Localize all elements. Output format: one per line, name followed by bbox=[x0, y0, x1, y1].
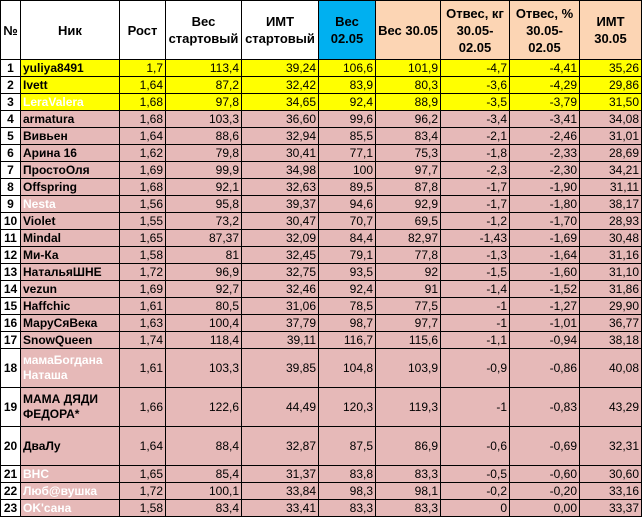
loss-kg-cell: -1,8 bbox=[441, 145, 510, 162]
weight-0205-cell: 104,8 bbox=[319, 349, 376, 388]
weight-0205-cell: 79,1 bbox=[319, 247, 376, 264]
header-loss-pct: Отвес, % 30.05-02.05 bbox=[510, 1, 580, 60]
bmi-3005-cell: 30,48 bbox=[580, 230, 642, 247]
start-bmi-cell: 39,37 bbox=[242, 196, 319, 213]
bmi-3005-cell: 35,26 bbox=[580, 60, 642, 77]
weight-0205-cell: 89,5 bbox=[319, 179, 376, 196]
header-start-bmi: ИМТ стартовый bbox=[242, 1, 319, 60]
loss-kg-cell: -1,2 bbox=[441, 213, 510, 230]
bmi-3005-cell: 34,08 bbox=[580, 111, 642, 128]
loss-pct-cell: -1,27 bbox=[510, 298, 580, 315]
loss-kg-cell: -0,5 bbox=[441, 466, 510, 483]
start-weight-cell: 100,4 bbox=[166, 315, 242, 332]
nick-cell: Mindal bbox=[21, 230, 120, 247]
start-weight-cell: 87,37 bbox=[166, 230, 242, 247]
loss-pct-cell: -0,20 bbox=[510, 483, 580, 500]
start-bmi-cell: 39,11 bbox=[242, 332, 319, 349]
weight-3005-cell: 75,3 bbox=[376, 145, 441, 162]
row-number-cell: 3 bbox=[1, 94, 21, 111]
row-number-cell: 10 bbox=[1, 213, 21, 230]
start-weight-cell: 95,8 bbox=[166, 196, 242, 213]
weight-3005-cell: 96,2 bbox=[376, 111, 441, 128]
loss-kg-cell: -3,6 bbox=[441, 77, 510, 94]
height-cell: 1,64 bbox=[120, 77, 166, 94]
start-bmi-cell: 32,94 bbox=[242, 128, 319, 145]
height-cell: 1,68 bbox=[120, 111, 166, 128]
loss-kg-cell: -4,7 bbox=[441, 60, 510, 77]
loss-kg-cell: -1 bbox=[441, 315, 510, 332]
start-weight-cell: 79,8 bbox=[166, 145, 242, 162]
start-weight-cell: 73,2 bbox=[166, 213, 242, 230]
bmi-3005-cell: 34,21 bbox=[580, 162, 642, 179]
start-bmi-cell: 32,63 bbox=[242, 179, 319, 196]
weight-0205-cell: 83,8 bbox=[319, 466, 376, 483]
bmi-3005-cell: 43,29 bbox=[580, 388, 642, 427]
loss-pct-cell: -1,52 bbox=[510, 281, 580, 298]
table-row bbox=[1, 466, 642, 483]
start-bmi-cell: 30,41 bbox=[242, 145, 319, 162]
bmi-3005-cell: 30,60 bbox=[580, 466, 642, 483]
row-number-cell: 20 bbox=[1, 427, 21, 466]
table-row bbox=[1, 111, 642, 128]
loss-pct-cell: 0,00 bbox=[510, 500, 580, 517]
loss-kg-cell: -1,5 bbox=[441, 264, 510, 281]
height-cell: 1,61 bbox=[120, 298, 166, 315]
nick-cell: ВНС bbox=[21, 466, 120, 483]
weight-0205-cell: 98,7 bbox=[319, 315, 376, 332]
weight-3005-cell: 86,9 bbox=[376, 427, 441, 466]
row-number-cell: 5 bbox=[1, 128, 21, 145]
loss-kg-cell: -1 bbox=[441, 298, 510, 315]
start-weight-cell: 92,7 bbox=[166, 281, 242, 298]
row-number-cell: 22 bbox=[1, 483, 21, 500]
weight-3005-cell: 87,8 bbox=[376, 179, 441, 196]
row-number-cell: 13 bbox=[1, 264, 21, 281]
loss-pct-cell: -1,90 bbox=[510, 179, 580, 196]
loss-pct-cell: -2,46 bbox=[510, 128, 580, 145]
loss-pct-cell: -1,64 bbox=[510, 247, 580, 264]
weight-3005-cell: 101,9 bbox=[376, 60, 441, 77]
header-loss-kg: Отвес, кг 30.05-02.05 bbox=[441, 1, 510, 60]
loss-pct-cell: -0,94 bbox=[510, 332, 580, 349]
height-cell: 1,64 bbox=[120, 128, 166, 145]
weight-3005-cell: 69,5 bbox=[376, 213, 441, 230]
start-bmi-cell: 36,60 bbox=[242, 111, 319, 128]
height-cell: 1,61 bbox=[120, 349, 166, 388]
row-number-cell: 17 bbox=[1, 332, 21, 349]
weight-3005-cell: 91 bbox=[376, 281, 441, 298]
bmi-3005-cell: 29,90 bbox=[580, 298, 642, 315]
height-cell: 1,72 bbox=[120, 264, 166, 281]
row-number-cell: 12 bbox=[1, 247, 21, 264]
weight-0205-cell: 87,5 bbox=[319, 427, 376, 466]
height-cell: 1,72 bbox=[120, 483, 166, 500]
height-cell: 1,69 bbox=[120, 162, 166, 179]
header-bmi-3005: ИМТ 30.05 bbox=[580, 1, 642, 60]
height-cell: 1,58 bbox=[120, 247, 166, 264]
start-bmi-cell: 34,65 bbox=[242, 94, 319, 111]
start-bmi-cell: 39,85 bbox=[242, 349, 319, 388]
bmi-3005-cell: 38,17 bbox=[580, 196, 642, 213]
start-weight-cell: 87,2 bbox=[166, 77, 242, 94]
height-cell: 1,62 bbox=[120, 145, 166, 162]
start-bmi-cell: 44,49 bbox=[242, 388, 319, 427]
start-weight-cell: 103,3 bbox=[166, 111, 242, 128]
loss-pct-cell: -1,69 bbox=[510, 230, 580, 247]
nick-cell: Violet bbox=[21, 213, 120, 230]
row-number-cell: 21 bbox=[1, 466, 21, 483]
weight-3005-cell: 115,6 bbox=[376, 332, 441, 349]
bmi-3005-cell: 31,86 bbox=[580, 281, 642, 298]
start-weight-cell: 88,6 bbox=[166, 128, 242, 145]
weight-0205-cell: 116,7 bbox=[319, 332, 376, 349]
weight-3005-cell: 82,97 bbox=[376, 230, 441, 247]
loss-kg-cell: -3,4 bbox=[441, 111, 510, 128]
nick-cell: МАМА ДЯДИ ФЕДОРА* bbox=[21, 388, 120, 427]
table-row bbox=[1, 196, 642, 213]
loss-kg-cell: 0 bbox=[441, 500, 510, 517]
height-cell: 1,55 bbox=[120, 213, 166, 230]
loss-kg-cell: -0,2 bbox=[441, 483, 510, 500]
nick-cell: Nesta bbox=[21, 196, 120, 213]
weight-0205-cell: 92,4 bbox=[319, 94, 376, 111]
loss-kg-cell: -0,6 bbox=[441, 427, 510, 466]
loss-pct-cell: -1,70 bbox=[510, 213, 580, 230]
loss-kg-cell: -1,1 bbox=[441, 332, 510, 349]
bmi-3005-cell: 33,37 bbox=[580, 500, 642, 517]
table-row bbox=[1, 483, 642, 500]
table-body bbox=[1, 60, 642, 517]
weight-0205-cell: 70,7 bbox=[319, 213, 376, 230]
height-cell: 1,68 bbox=[120, 179, 166, 196]
weight-0205-cell: 83,9 bbox=[319, 77, 376, 94]
weight-3005-cell: 119,3 bbox=[376, 388, 441, 427]
weight-0205-cell: 83,3 bbox=[319, 500, 376, 517]
weight-0205-cell: 120,3 bbox=[319, 388, 376, 427]
start-bmi-cell: 33,84 bbox=[242, 483, 319, 500]
loss-kg-cell: -3,5 bbox=[441, 94, 510, 111]
height-cell: 1,65 bbox=[120, 466, 166, 483]
row-number-cell: 7 bbox=[1, 162, 21, 179]
weight-0205-cell: 99,6 bbox=[319, 111, 376, 128]
nick-cell: Арина 16 bbox=[21, 145, 120, 162]
table-row bbox=[1, 332, 642, 349]
start-bmi-cell: 31,06 bbox=[242, 298, 319, 315]
table-row bbox=[1, 315, 642, 332]
table-row bbox=[1, 77, 642, 94]
header-weight-0205: Вес 02.05 bbox=[319, 1, 376, 60]
row-number-cell: 15 bbox=[1, 298, 21, 315]
weight-0205-cell: 106,6 bbox=[319, 60, 376, 77]
loss-kg-cell: -1,3 bbox=[441, 247, 510, 264]
nick-cell: OK'сана bbox=[21, 500, 120, 517]
nick-cell: SnowQueen bbox=[21, 332, 120, 349]
table-row bbox=[1, 162, 642, 179]
start-weight-cell: 103,3 bbox=[166, 349, 242, 388]
start-bmi-cell: 31,37 bbox=[242, 466, 319, 483]
loss-pct-cell: -0,60 bbox=[510, 466, 580, 483]
nick-cell: Ми-Ка bbox=[21, 247, 120, 264]
start-weight-cell: 83,4 bbox=[166, 500, 242, 517]
weight-3005-cell: 77,5 bbox=[376, 298, 441, 315]
row-number-cell: 9 bbox=[1, 196, 21, 213]
nick-cell: Offspring bbox=[21, 179, 120, 196]
loss-kg-cell: -1,43 bbox=[441, 230, 510, 247]
start-weight-cell: 99,9 bbox=[166, 162, 242, 179]
bmi-3005-cell: 31,11 bbox=[580, 179, 642, 196]
start-bmi-cell: 32,42 bbox=[242, 77, 319, 94]
start-weight-cell: 113,4 bbox=[166, 60, 242, 77]
nick-cell: LeraValera bbox=[21, 94, 120, 111]
row-number-cell: 14 bbox=[1, 281, 21, 298]
weight-3005-cell: 97,7 bbox=[376, 315, 441, 332]
bmi-3005-cell: 31,10 bbox=[580, 264, 642, 281]
start-weight-cell: 100,1 bbox=[166, 483, 242, 500]
nick-cell: Haffchic bbox=[21, 298, 120, 315]
bmi-3005-cell: 28,69 bbox=[580, 145, 642, 162]
header-height: Рост bbox=[120, 1, 166, 60]
loss-pct-cell: -3,41 bbox=[510, 111, 580, 128]
header-nick: Ник bbox=[21, 1, 120, 60]
weight-0205-cell: 100 bbox=[319, 162, 376, 179]
header-start-weight: Вес стартовый bbox=[166, 1, 242, 60]
height-cell: 1,69 bbox=[120, 281, 166, 298]
row-number-cell: 23 bbox=[1, 500, 21, 517]
start-bmi-cell: 34,98 bbox=[242, 162, 319, 179]
height-cell: 1,63 bbox=[120, 315, 166, 332]
loss-kg-cell: -1,4 bbox=[441, 281, 510, 298]
table-row bbox=[1, 427, 642, 466]
weight-3005-cell: 103,9 bbox=[376, 349, 441, 388]
bmi-3005-cell: 28,93 bbox=[580, 213, 642, 230]
start-bmi-cell: 32,87 bbox=[242, 427, 319, 466]
weight-3005-cell: 97,7 bbox=[376, 162, 441, 179]
nick-cell: НатальяШНЕ bbox=[21, 264, 120, 281]
row-number-cell: 1 bbox=[1, 60, 21, 77]
table-row bbox=[1, 298, 642, 315]
height-cell: 1,56 bbox=[120, 196, 166, 213]
height-cell: 1,74 bbox=[120, 332, 166, 349]
height-cell: 1,58 bbox=[120, 500, 166, 517]
nick-cell: armatura bbox=[21, 111, 120, 128]
table-row bbox=[1, 247, 642, 264]
loss-pct-cell: -3,79 bbox=[510, 94, 580, 111]
nick-cell: vezun bbox=[21, 281, 120, 298]
row-number-cell: 2 bbox=[1, 77, 21, 94]
bmi-3005-cell: 36,77 bbox=[580, 315, 642, 332]
weight-0205-cell: 77,1 bbox=[319, 145, 376, 162]
loss-pct-cell: -2,33 bbox=[510, 145, 580, 162]
bmi-3005-cell: 38,18 bbox=[580, 332, 642, 349]
table-row bbox=[1, 500, 642, 517]
loss-kg-cell: -2,1 bbox=[441, 128, 510, 145]
table-row bbox=[1, 145, 642, 162]
height-cell: 1,65 bbox=[120, 230, 166, 247]
table-row bbox=[1, 128, 642, 145]
start-weight-cell: 85,4 bbox=[166, 466, 242, 483]
start-weight-cell: 96,9 bbox=[166, 264, 242, 281]
weight-0205-cell: 93,5 bbox=[319, 264, 376, 281]
nick-cell: ПростоОля bbox=[21, 162, 120, 179]
bmi-3005-cell: 33,16 bbox=[580, 483, 642, 500]
table-row bbox=[1, 94, 642, 111]
row-number-cell: 8 bbox=[1, 179, 21, 196]
start-bmi-cell: 33,41 bbox=[242, 500, 319, 517]
weight-3005-cell: 98,1 bbox=[376, 483, 441, 500]
loss-pct-cell: -2,30 bbox=[510, 162, 580, 179]
row-number-cell: 4 bbox=[1, 111, 21, 128]
bmi-3005-cell: 31,50 bbox=[580, 94, 642, 111]
table-row bbox=[1, 388, 642, 427]
table-row bbox=[1, 179, 642, 196]
header-num: № bbox=[1, 1, 21, 60]
loss-pct-cell: -1,80 bbox=[510, 196, 580, 213]
start-weight-cell: 80,5 bbox=[166, 298, 242, 315]
height-cell: 1,7 bbox=[120, 60, 166, 77]
bmi-3005-cell: 40,08 bbox=[580, 349, 642, 388]
nick-cell: МаруСяВека bbox=[21, 315, 120, 332]
table-row bbox=[1, 213, 642, 230]
weight-3005-cell: 83,4 bbox=[376, 128, 441, 145]
weight-3005-cell: 92 bbox=[376, 264, 441, 281]
nick-cell: Вивьен bbox=[21, 128, 120, 145]
weight-0205-cell: 94,6 bbox=[319, 196, 376, 213]
start-bmi-cell: 39,24 bbox=[242, 60, 319, 77]
header-row bbox=[1, 1, 642, 60]
start-bmi-cell: 32,46 bbox=[242, 281, 319, 298]
bmi-3005-cell: 32,31 bbox=[580, 427, 642, 466]
loss-pct-cell: -0,69 bbox=[510, 427, 580, 466]
nick-cell: Люб@вушка bbox=[21, 483, 120, 500]
loss-kg-cell: -1,7 bbox=[441, 196, 510, 213]
weight-3005-cell: 77,8 bbox=[376, 247, 441, 264]
height-cell: 1,68 bbox=[120, 94, 166, 111]
row-number-cell: 16 bbox=[1, 315, 21, 332]
weight-0205-cell: 92,4 bbox=[319, 281, 376, 298]
loss-kg-cell: -2,3 bbox=[441, 162, 510, 179]
height-cell: 1,66 bbox=[120, 388, 166, 427]
header-weight-3005: Вес 30.05 bbox=[376, 1, 441, 60]
start-bmi-cell: 32,09 bbox=[242, 230, 319, 247]
start-weight-cell: 97,8 bbox=[166, 94, 242, 111]
table-row bbox=[1, 264, 642, 281]
start-weight-cell: 122,6 bbox=[166, 388, 242, 427]
loss-pct-cell: -1,01 bbox=[510, 315, 580, 332]
bmi-3005-cell: 31,16 bbox=[580, 247, 642, 264]
start-bmi-cell: 37,79 bbox=[242, 315, 319, 332]
loss-pct-cell: -4,29 bbox=[510, 77, 580, 94]
loss-pct-cell: -1,60 bbox=[510, 264, 580, 281]
loss-kg-cell: -1,7 bbox=[441, 179, 510, 196]
nick-cell: yuliya8491 bbox=[21, 60, 120, 77]
table-row bbox=[1, 230, 642, 247]
row-number-cell: 18 bbox=[1, 349, 21, 388]
start-weight-cell: 88,4 bbox=[166, 427, 242, 466]
row-number-cell: 11 bbox=[1, 230, 21, 247]
weight-0205-cell: 84,4 bbox=[319, 230, 376, 247]
nick-cell: ДваЛу bbox=[21, 427, 120, 466]
nick-cell: Ivett bbox=[21, 77, 120, 94]
row-number-cell: 19 bbox=[1, 388, 21, 427]
table-row bbox=[1, 349, 642, 388]
weight-3005-cell: 83,3 bbox=[376, 500, 441, 517]
weight-3005-cell: 92,9 bbox=[376, 196, 441, 213]
start-bmi-cell: 32,75 bbox=[242, 264, 319, 281]
loss-pct-cell: -0,83 bbox=[510, 388, 580, 427]
table-row bbox=[1, 60, 642, 77]
table-row bbox=[1, 281, 642, 298]
bmi-3005-cell: 29,86 bbox=[580, 77, 642, 94]
loss-kg-cell: -0,9 bbox=[441, 349, 510, 388]
height-cell: 1,64 bbox=[120, 427, 166, 466]
loss-kg-cell: -1 bbox=[441, 388, 510, 427]
weight-0205-cell: 85,5 bbox=[319, 128, 376, 145]
weight-0205-cell: 98,3 bbox=[319, 483, 376, 500]
nick-cell: мамаБогдана Наташа bbox=[21, 349, 120, 388]
weight-3005-cell: 80,3 bbox=[376, 77, 441, 94]
weight-3005-cell: 83,3 bbox=[376, 466, 441, 483]
loss-pct-cell: -4,41 bbox=[510, 60, 580, 77]
start-weight-cell: 92,1 bbox=[166, 179, 242, 196]
weight-0205-cell: 78,5 bbox=[319, 298, 376, 315]
loss-pct-cell: -0,86 bbox=[510, 349, 580, 388]
bmi-3005-cell: 31,01 bbox=[580, 128, 642, 145]
start-weight-cell: 118,4 bbox=[166, 332, 242, 349]
start-bmi-cell: 30,47 bbox=[242, 213, 319, 230]
start-bmi-cell: 32,45 bbox=[242, 247, 319, 264]
weight-3005-cell: 88,9 bbox=[376, 94, 441, 111]
start-weight-cell: 81 bbox=[166, 247, 242, 264]
row-number-cell: 6 bbox=[1, 145, 21, 162]
